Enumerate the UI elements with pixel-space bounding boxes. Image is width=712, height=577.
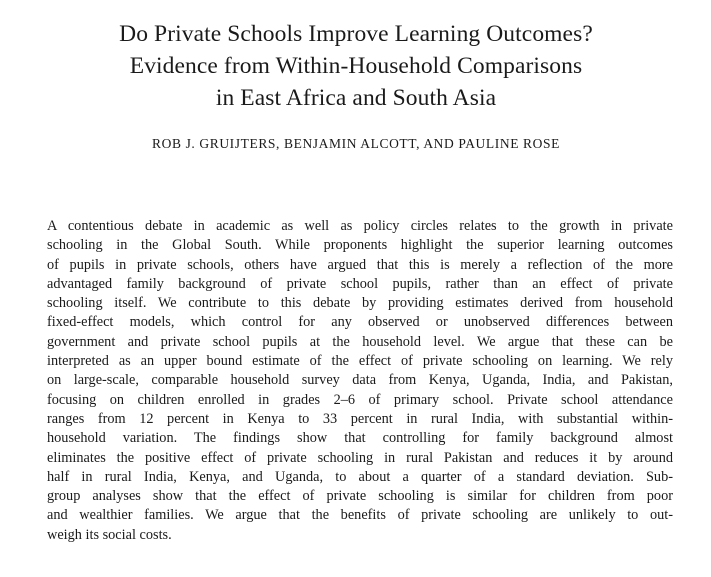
abstract-line: schooling itself. We contribute to this debate by providing estimates derived from household	[47, 295, 673, 312]
abstract-line: and wealthier families. We argue that the benefits of private schooling are unlikely to out-	[47, 507, 673, 524]
abstract-line: government and private school pupils at the household level. We argue that these can be	[47, 333, 673, 350]
abstract-line: interpreted as an upper bound estimate of the effect of private schooling on learning. We rely	[47, 353, 673, 370]
abstract-line: half in rural India, Kenya, and Uganda, to about a quarter of a standard deviation. Sub-	[47, 468, 673, 485]
abstract-line: weigh its social costs.	[47, 526, 172, 543]
author-list: ROB J. GRUIJTERS, BENJAMIN ALCOTT, AND PAULINE ROSE	[152, 136, 560, 151]
abstract-line: advantaged family background of private school pupils, rather than an effect of private	[47, 275, 673, 292]
abstract-line: eliminates the positive effect of private schooling in rural Pakistan and reduces it by around	[47, 449, 673, 466]
abstract-line: household variation. The findings show that controlling for family background almost	[47, 430, 673, 447]
abstract-line: focusing on children enrolled in grades 2–6 of primary school. Private school attendance	[47, 391, 673, 408]
abstract-line: A contentious debate in academic as well as policy circles relates to the growth in private	[47, 218, 673, 234]
abstract	[47, 217, 673, 545]
title-line: Evidence from Within-Household Comparisons	[129, 53, 583, 79]
abstract-line: on large-scale, comparable household survey data from Kenya, Uganda, India, and Pakistan,	[47, 372, 673, 389]
title-line: Do Private Schools Improve Learning Outcomes?	[119, 21, 593, 47]
abstract-line: ranges from 12 percent in Kenya to 33 percent in rural India, with substantial within-	[47, 410, 673, 427]
title-line: in East Africa and South Asia	[215, 85, 497, 111]
abstract-line: of pupils in private schools, others have argued that this is merely a reflection of the more	[47, 256, 673, 273]
abstract-line: schooling in the Global South. While proponents highlight the superior learning outcomes	[47, 237, 673, 254]
article-title	[0, 18, 712, 114]
abstract-line: fixed-effect models, which control for any observed or unobserved differences between	[47, 314, 673, 331]
abstract-line: group analyses show that the effect of private schooling is similar for children from poor	[47, 488, 673, 505]
